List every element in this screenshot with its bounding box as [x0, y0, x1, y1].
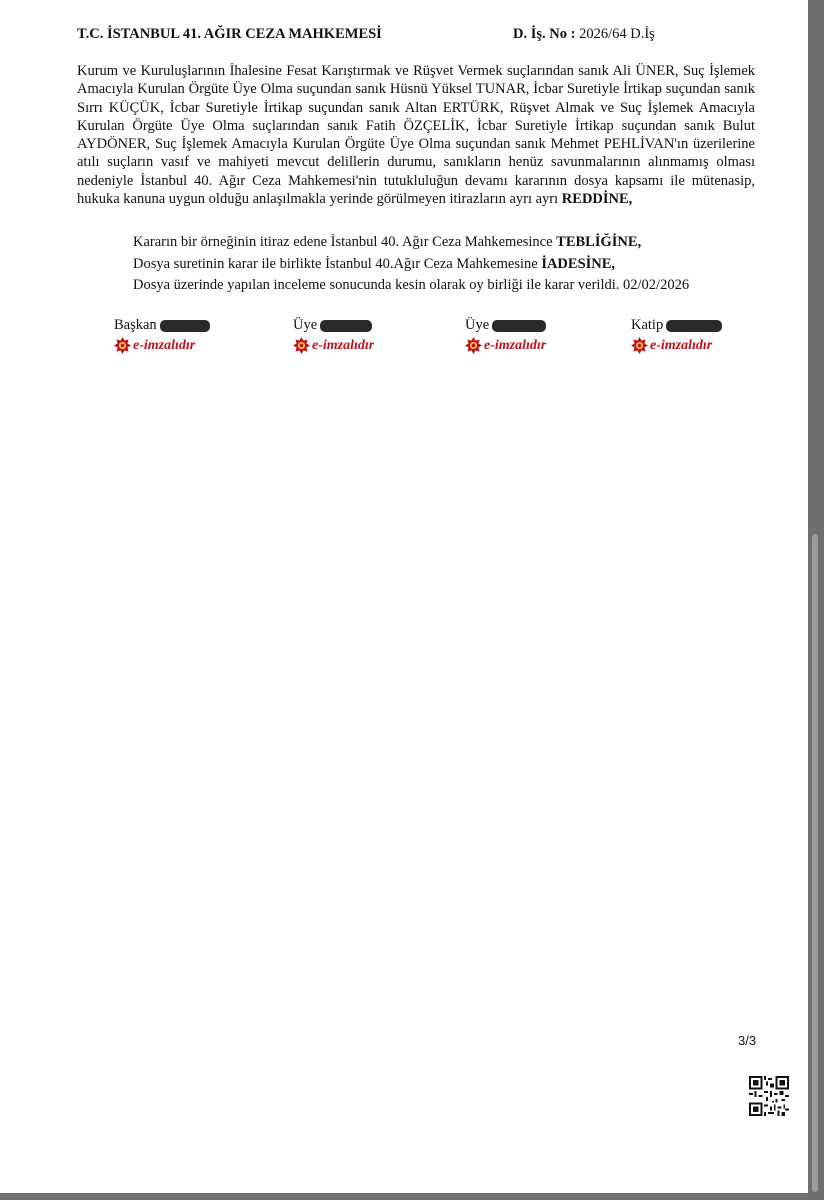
court-name: T.C. İSTANBUL 41. AĞIR CEZA MAHKEMESİ — [77, 26, 382, 42]
seal-icon — [293, 337, 310, 354]
signature-uye-1 — [293, 317, 443, 354]
decision-iadesine: İADESİNE, — [541, 256, 616, 272]
seal-icon — [465, 337, 482, 354]
scrollbar-thumb[interactable] — [812, 534, 818, 1192]
paragraph-text: Kurum ve Kuruluşlarının İhalesine Fesat Karıştırmak ve Rüşvet Vermek suçlarından sanık Ali ÜNER, Suç İşlemek Amacıyla Kurulan Örgüte Üye Olma suçundan sanık Hüsnü Yüksel TUNAR, İcbar Suretiyle İrtikap suçundan sanık Sırrı KÜÇÜK, İcbar Suretiyle İrtikap suçundan sanık Altan ERTÜRK, Rüşvet Almak ve Suç İşlemek Amacıyla Kurulan Örgüte Üye Olma suçlarından sanık Fatih ÖZÇELİK, İcbar Suretiyle İrtikap suçundan sanık Bulut AYDÖNER, Suç İşlemek Amacıyla Kurulan Örgüte Üye Olma suçundan sanık Mehmet PEHLİVAN'ın üzerilerine atılı suçların vasıf ve mahiyeti mevcut delillerin durumu, sanıkların henüz savunmalarının alınmamış olması nedeniyle İstanbul 40. Ağır Ceza Mahkemesi'nin tutukluluğun devamı kararının dosya kapsamı ile mütenasip, hukuka kanuna uygun olduğu anlaşılmakla yerinde görülmeyen itirazların ayrı ayrı — [77, 63, 755, 208]
decision-tebligine: TEBLİĞİNE, — [556, 234, 642, 250]
return-line — [133, 256, 773, 273]
signature-role: Üye — [465, 317, 490, 333]
page-number: 3/3 — [738, 1033, 757, 1048]
doc-number-label: D. İş. No : — [513, 26, 576, 42]
esign-badge — [293, 337, 443, 354]
return-text: Dosya suretinin karar ile birlikte İstanbul 40.Ağır Ceza Mahkemesine — [133, 256, 538, 272]
decision-paragraph — [77, 62, 755, 208]
conclusion-text: Dosya üzerinde yapılan inceleme sonucunda kesin olarak oy birliği ile karar verildi. 02/02/2026 — [133, 277, 690, 293]
esign-badge — [465, 337, 615, 354]
seal-icon — [631, 337, 648, 354]
esign-text: e-imzalıdır — [133, 337, 196, 353]
signature-role: Başkan — [114, 317, 157, 333]
redacted-id — [666, 320, 722, 332]
esign-badge — [631, 337, 781, 354]
doc-number — [513, 26, 655, 43]
redacted-id — [320, 320, 372, 332]
signature-baskan — [114, 317, 264, 354]
conclusion-line — [133, 277, 773, 294]
esign-text: e-imzalıdır — [312, 337, 375, 353]
esign-text: e-imzalıdır — [650, 337, 713, 353]
signature-katip — [631, 317, 781, 354]
esign-text: e-imzalıdır — [484, 337, 547, 353]
doc-number-value: 2026/64 D.İş — [579, 26, 655, 42]
seal-icon — [114, 337, 131, 354]
esign-badge — [114, 337, 264, 354]
notification-text: Kararın bir örneğinin itiraz edene İstanbul 40. Ağır Ceza Mahkemesince — [133, 234, 553, 250]
signature-role: Üye — [293, 317, 318, 333]
signature-uye-2 — [465, 317, 615, 354]
decision-reddine: REDDİNE, — [561, 191, 633, 208]
signature-role: Katip — [631, 317, 664, 333]
notification-line — [133, 234, 773, 251]
redacted-id — [492, 320, 546, 332]
qr-code-icon — [749, 1076, 789, 1116]
redacted-id — [160, 320, 210, 332]
